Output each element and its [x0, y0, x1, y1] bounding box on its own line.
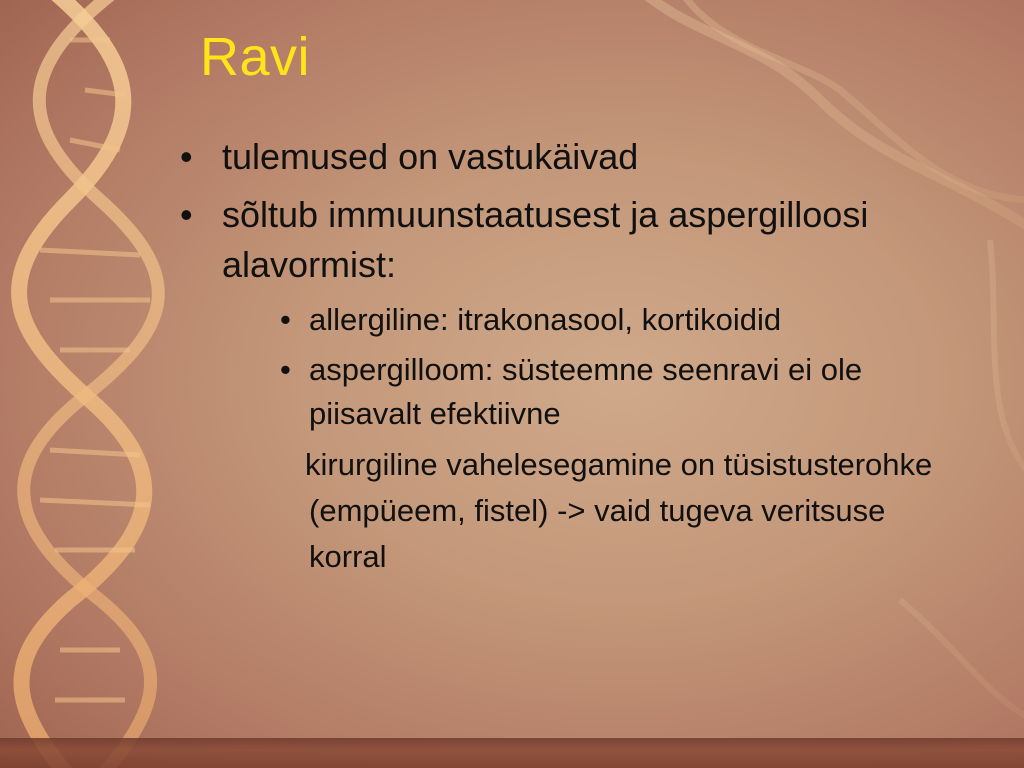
slide-content — [178, 132, 978, 580]
sub-bullet-text: allergiline: itrakonasool, kortikoidid — [309, 302, 782, 337]
sub-bullet-marker: • — [280, 352, 291, 387]
slide-title: Ravi — [200, 27, 311, 87]
bullet-item — [178, 190, 978, 290]
bullet-text: tulemused on vastukäivad — [222, 136, 639, 177]
sub-bullet-item — [280, 348, 978, 436]
note-text: kirurgiline vahelesegamine on tüsistusterohke (empüeem, fistel) -> vaid tugeva veritsuse korral — [305, 447, 933, 574]
bullet-marker: • — [180, 194, 193, 235]
bullet-text: sõltub immuunstaatusest ja aspergilloosi alavormist: — [222, 194, 869, 285]
sub-bullet-marker: • — [280, 302, 291, 337]
bullet-marker: • — [180, 136, 193, 177]
sub-bullet-item — [280, 298, 978, 342]
bullet-item — [178, 132, 978, 182]
bottom-bar — [0, 738, 1024, 768]
sub-bullet-text: aspergilloom: süsteemne seenravi ei ole piisavalt efektiivne — [309, 352, 863, 431]
